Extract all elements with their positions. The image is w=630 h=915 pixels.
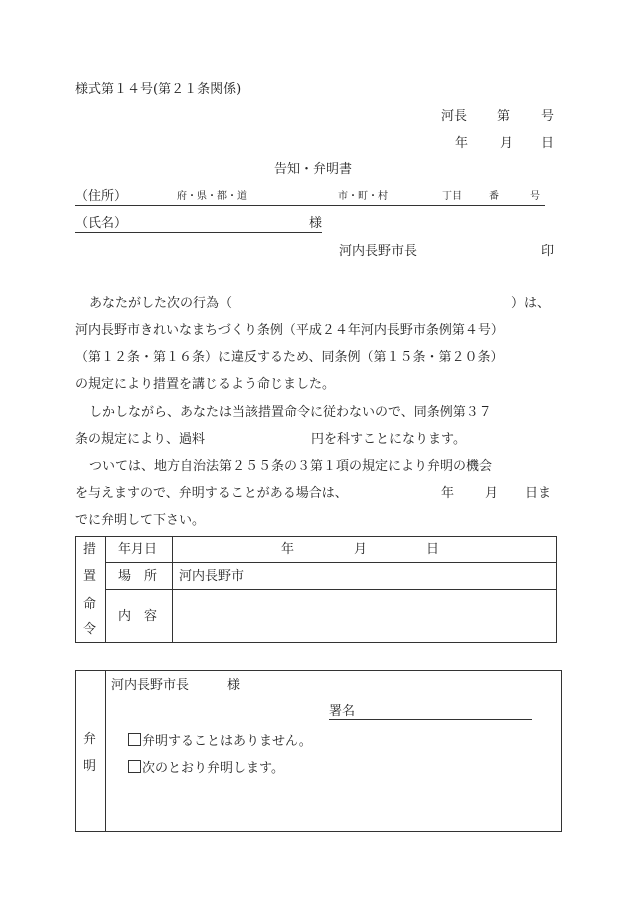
body-p3-line3: でに弁明して下さい。 xyxy=(75,513,206,528)
seal-mark: 印 xyxy=(541,244,555,259)
order-vertical-label-1: 措 xyxy=(83,542,97,557)
option-defense-label: 次のとおり弁明します。 xyxy=(142,761,284,776)
checkbox-icon[interactable] xyxy=(128,760,141,773)
body-p1-line2: 河内長野市きれいなまちづくり条例（平成２４年河内長野市条例第４号） xyxy=(75,323,504,338)
name-line xyxy=(75,217,322,233)
address-pref: 府・県・都・道 xyxy=(177,191,247,202)
doc-number-prefix: 河長 xyxy=(441,109,468,124)
name-honorific: 様 xyxy=(309,216,323,231)
table-divider xyxy=(105,562,556,563)
signature-line[interactable] xyxy=(329,705,532,720)
body-p3-line2-year: 年 xyxy=(441,486,455,501)
form-number: 様式第１４号(第２１条関係) xyxy=(75,82,242,97)
body-p2-line2-end: 円を科すことになります。 xyxy=(311,432,466,447)
option-no-defense-label: 弁明することはありません。 xyxy=(142,734,312,749)
defense-divider xyxy=(105,670,106,831)
defense-addressee: 河内長野市長 xyxy=(111,678,190,693)
address-ban: 番 xyxy=(489,191,499,202)
checkbox-icon[interactable] xyxy=(128,733,141,746)
doc-number-dai: 第 xyxy=(497,109,511,124)
order-date-day: 日 xyxy=(426,542,440,557)
defense-vertical-label-2: 明 xyxy=(83,759,97,774)
address-label: （住所） xyxy=(75,189,128,204)
order-place-label: 場 所 xyxy=(118,569,158,584)
address-go: 号 xyxy=(530,191,540,202)
doc-number-go: 号 xyxy=(541,109,555,124)
page-title: 告知・弁明書 xyxy=(274,162,353,177)
order-place-value: 河内長野市 xyxy=(179,569,245,584)
defense-box xyxy=(75,670,562,832)
name-label: （氏名） xyxy=(75,216,128,231)
order-date-year: 年 xyxy=(281,542,295,557)
option-no-defense[interactable] xyxy=(128,733,312,748)
date-month: 月 xyxy=(500,136,514,151)
body-p3-line2-month: 月 xyxy=(485,486,499,501)
body-p3-line2-start: を与えますので、弁明することがある場合は、 xyxy=(75,486,348,501)
defense-addressee-honorific: 様 xyxy=(227,678,241,693)
option-defense[interactable] xyxy=(128,760,284,775)
order-vertical-label-2: 置 xyxy=(83,569,97,584)
issuer-title: 河内長野市長 xyxy=(339,244,418,259)
body-p1-line3: （第１２条・第１６条）に違反するため、同条例（第１５条・第２０条） xyxy=(75,350,504,365)
body-p2-line1: しかしながら、あなたは当該措置命令に従わないので、同条例第３７ xyxy=(89,405,492,420)
body-p3-line1: ついては、地方自治法第２５５条の３第１項の規定により弁明の機会 xyxy=(89,459,493,474)
signature-label: 署名 xyxy=(329,704,356,719)
defense-vertical-label-1: 弁 xyxy=(83,732,97,747)
order-content-label: 内 容 xyxy=(118,609,158,624)
table-divider xyxy=(105,589,556,590)
order-date-label: 年月日 xyxy=(118,542,158,557)
body-p1-line1-start: あなたがした次の行為（ xyxy=(89,296,233,311)
body-p1-line1-end: ）は、 xyxy=(511,296,551,311)
order-vertical-label-4: 令 xyxy=(83,622,97,637)
address-line xyxy=(75,190,545,206)
order-vertical-label-3: 命 xyxy=(83,597,97,612)
body-p3-line2-end: 日ま xyxy=(525,486,552,501)
order-date-month: 月 xyxy=(354,542,368,557)
address-city: 市・町・村 xyxy=(338,191,388,202)
date-day: 日 xyxy=(541,136,555,151)
address-chome: 丁目 xyxy=(442,191,462,202)
body-p2-line2-start: 条の規定により、過料 xyxy=(75,432,206,447)
date-year: 年 xyxy=(455,136,469,151)
body-p1-line4: の規定により措置を講じるよう命じました。 xyxy=(75,377,336,392)
